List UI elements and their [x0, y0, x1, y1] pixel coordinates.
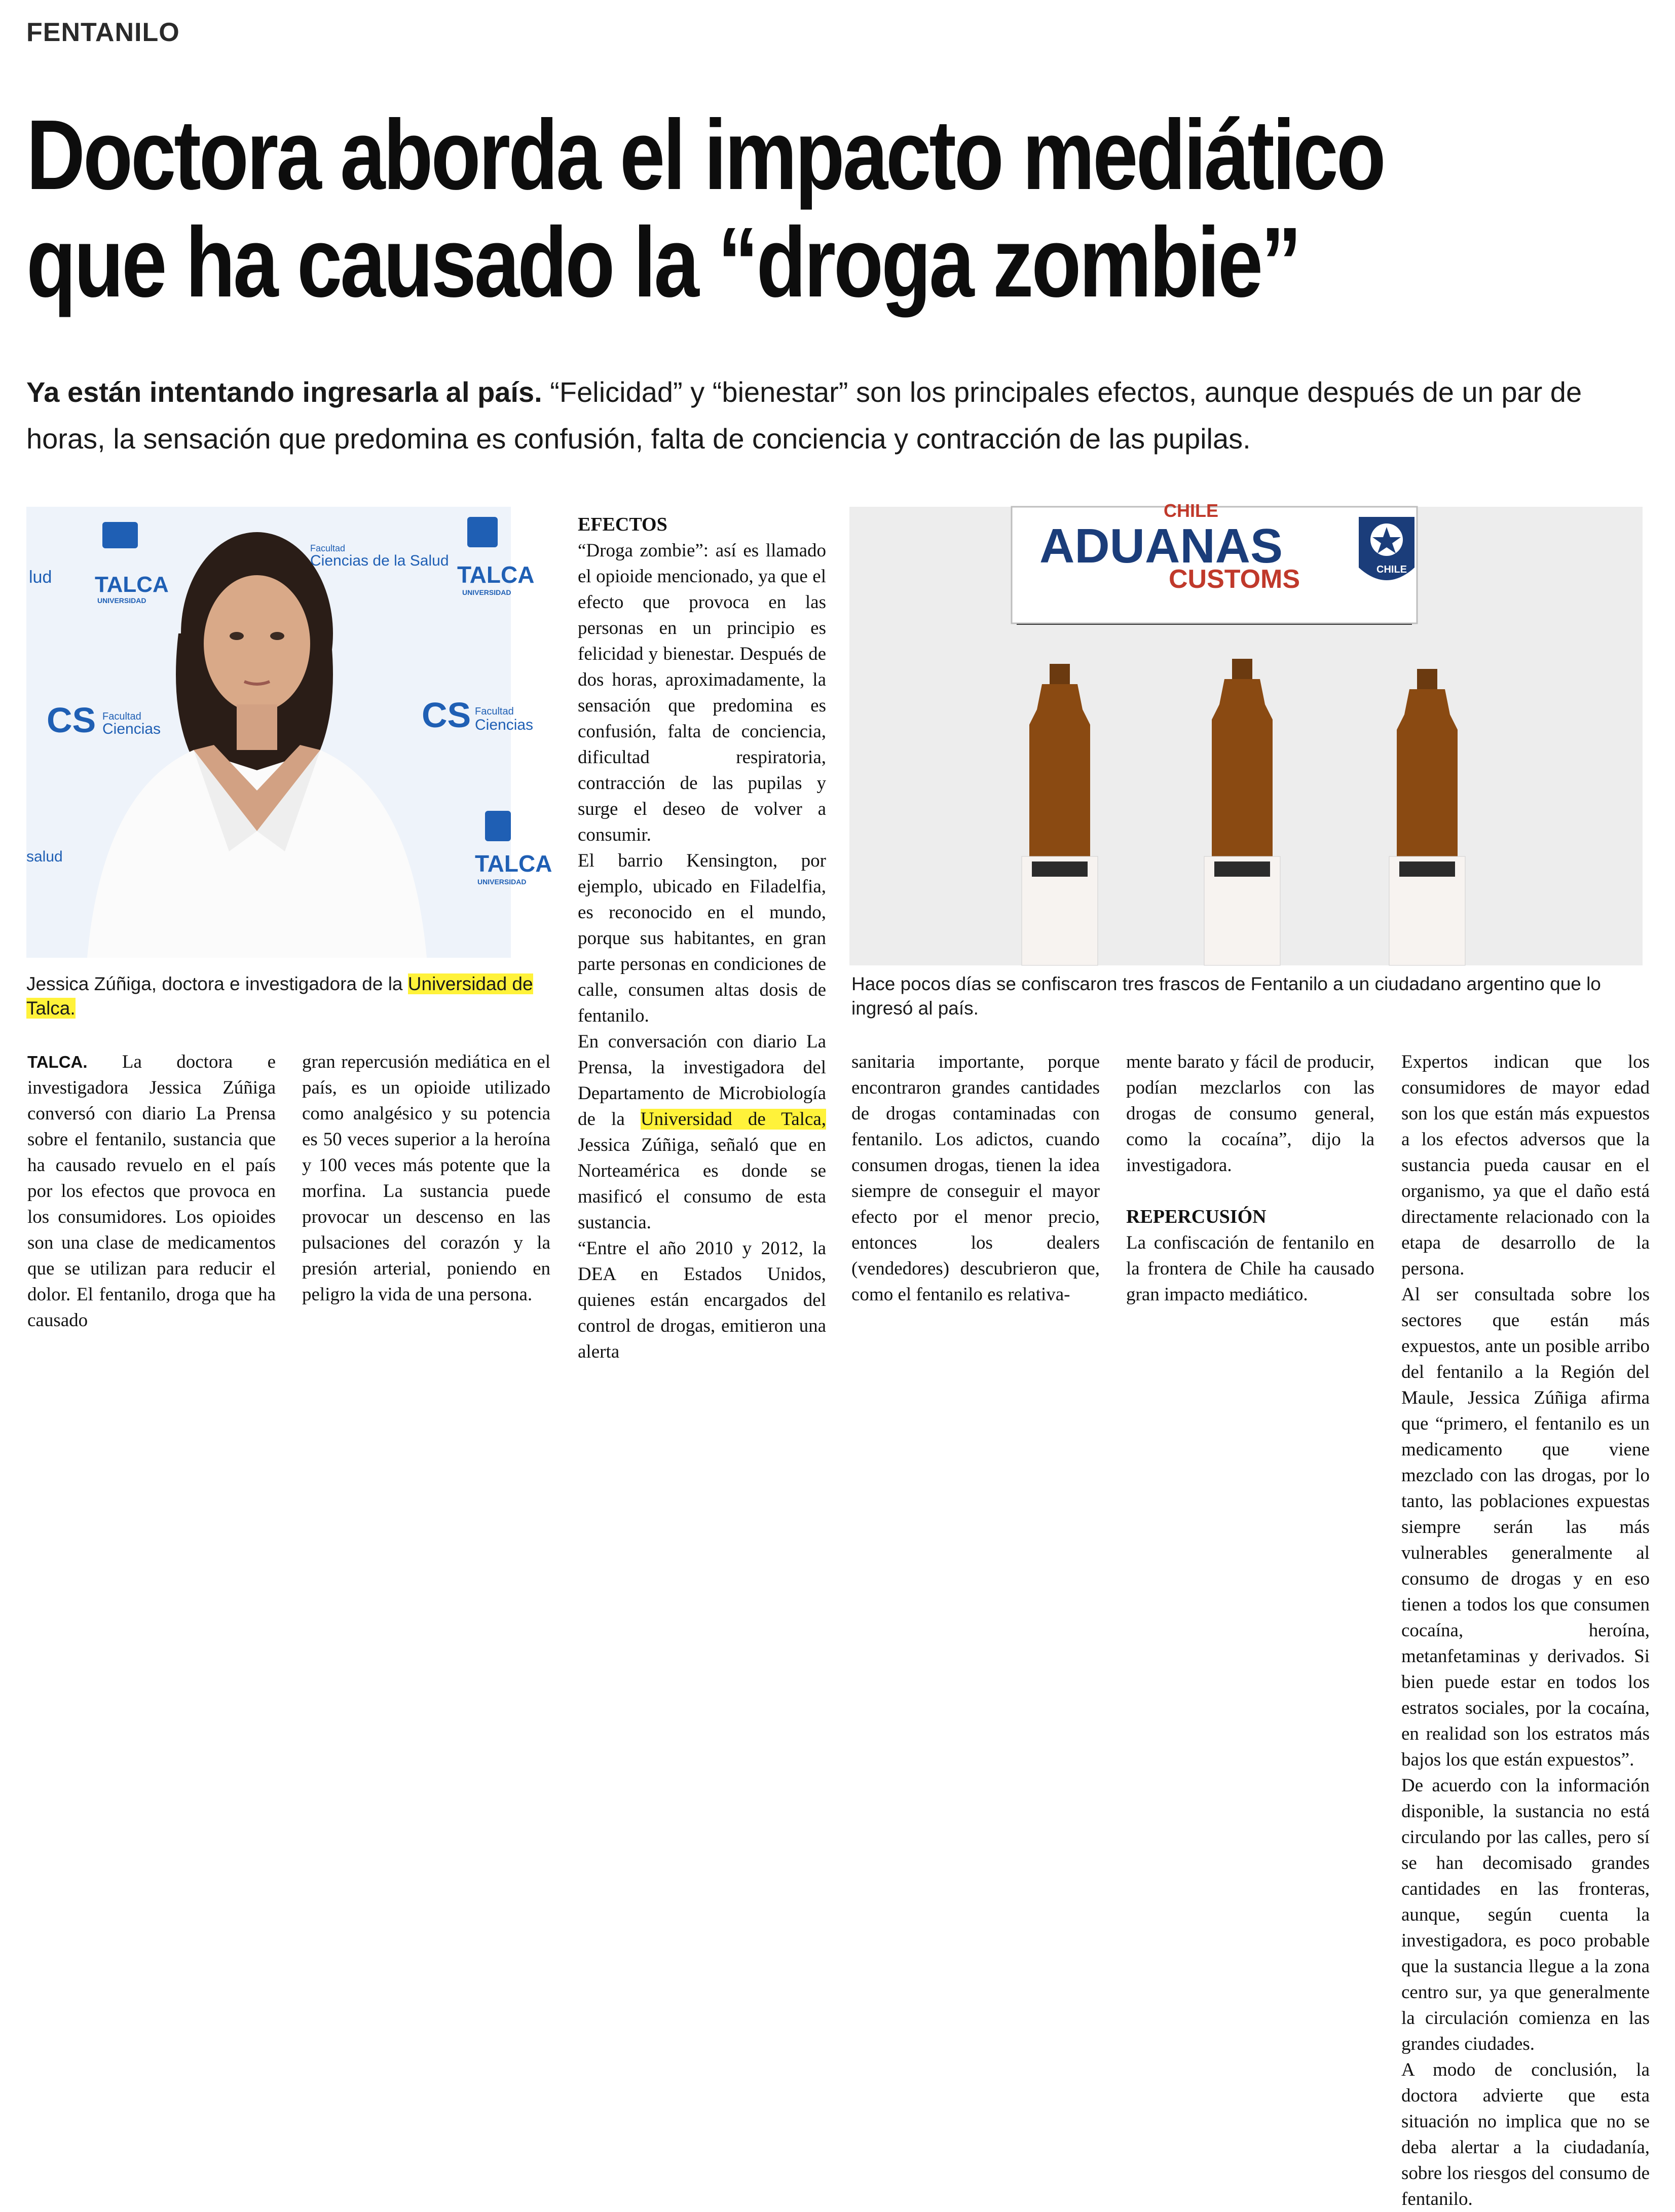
body-column-6 [1401, 1049, 1650, 2212]
deck [26, 369, 1653, 462]
body-column-3 [578, 512, 826, 1365]
body-column-4 [851, 1049, 1100, 1307]
headline-line-1: Doctora aborda el impacto mediático [26, 99, 1384, 210]
body-column-1 [27, 1049, 276, 1333]
deck-lead: Ya están intentando ingresarla al país. [26, 376, 542, 408]
col3-p3-before: En conversación con diario La Prensa, la investigadora del Departamento de Microbiología de la [578, 1031, 826, 1130]
headline-line-2: que ha causado la “droga zombie” [26, 207, 1300, 318]
talca-logo-text-3: TALCA [475, 850, 552, 877]
sign-main-text: ADUANAS [1039, 519, 1283, 573]
sign-sub-text: CUSTOMS [1169, 565, 1300, 594]
cs-faculty-2: Facultad [475, 706, 514, 717]
deck-text: “Felicidad” y “bienestar” son los principales efectos, aunque después de un par de horas, la sensación que predomina es confusión, falta de conciencia y contracción de las pupilas. [26, 376, 1582, 455]
doctor-caption-text: Jessica Zúñiga, doctora e investigadora de la [26, 973, 408, 994]
customs-illustration [849, 500, 1643, 965]
col3-p3-after: Jessica Zúñiga, señaló que en Norteamérica es donde se masificó el consumo de esta sustancia. [578, 1135, 826, 1233]
section-label: FENTANILO [26, 18, 180, 47]
col3-paragraph-2: El barrio Kensington, por ejemplo, ubicado en Filadelfia, es reconocido en el mundo, porque sus habitantes, en gran parte personas en condiciones de calle, consumen altas dosis de fentanilo. [578, 850, 826, 1026]
headline [26, 101, 1672, 316]
customs-badge-icon [1359, 517, 1415, 580]
col3-paragraph-1: “Droga zombie”: así es llamado el opioide mencionado, ya que el efecto que provoca en las personas en un principio es felicidad y bienestar. Después de dos horas, aproximadamente, la sensación que predomina es confusión, falta de conciencia, dificultad respiratoria, contracción de las pupilas y surge el deseo de volver a consumir. [578, 540, 826, 845]
col6-paragraph-3: De acuerdo con la información disponible, la sustancia no está circulando por las calles, pero sí se han decomisado grandes cantidades en las fronteras, aunque, según cuenta la investigadora, es poco probable que la sustancia llegue a la zona centro sur, ya que generalmente la circulación comienza en las grandes ciudades. [1401, 1775, 1650, 2054]
cs-name-2: Ciencias [475, 717, 534, 733]
talca-logo-sub-2: UNIVERSIDAD [462, 588, 511, 596]
dateline: TALCA. [27, 1053, 88, 1071]
col6-paragraph-4: A modo de conclusión, la doctora advierte que esta situación no implica que no se deba alertar a la ciudadanía, sobre los riesgos del consumo de fentanilo. [1401, 2059, 1650, 2209]
backdrop-fragment-2: salud [26, 848, 63, 865]
doctor-photo [26, 507, 552, 958]
backdrop-fragment-1: lud [29, 568, 52, 587]
col3-paragraph-3 [578, 1029, 826, 1235]
talca-logo-text-2: TALCA [457, 561, 535, 588]
subhead-repercusion: REPERCUSIÓN [1126, 1206, 1267, 1227]
badge-text: CHILE [1376, 564, 1407, 575]
customs-caption: Hace pocos días se confiscaron tres frascos de Fentanilo a un ciudadano argentino que lo ingresó al país. [851, 973, 1601, 1019]
faculty-small-text: Facultad [310, 543, 346, 553]
col2-text: gran repercusión mediática en el país, es un opioide utilizado como analgésico y su potencia es 50 veces superior a la heroína y 100 veces más potente que la morfina. La sustancia puede provocar un descenso en las pulsaciones del corazón y la presión arterial, poniendo en peligro la vida de una persona. [302, 1052, 550, 1305]
col3-p3-highlight: Universidad de Talca, [640, 1109, 826, 1130]
col5-paragraph-1: mente barato y fácil de producir, podían mezclarlos con las drogas de consumo general, como la cocaína”, dijo la investigadora. [1126, 1052, 1374, 1176]
col6-paragraph-1: Expertos indican que los consumidores de mayor edad son los que están más expuestos a los efectos adversos que la sustancia pueda causar en el organismo, ya que el daño está directamente relacionado con la etapa de desarrollo de la persona. [1401, 1052, 1650, 1279]
cs-faculty-1: Facultad [102, 711, 141, 722]
talca-logo-icon [102, 522, 138, 548]
talca-logo-sub-3: UNIVERSIDAD [477, 878, 527, 886]
sign-top-text: CHILE [1164, 500, 1218, 521]
talca-logo-text-1: TALCA [95, 572, 169, 597]
doctor-illustration [26, 507, 552, 958]
doctor-caption-highlight: Universidad de Talca. [26, 973, 533, 1019]
col3-paragraph-4: “Entre el año 2010 y 2012, la DEA en Estados Unidos, quienes están encargados del control de drogas, emitieron una alerta [578, 1238, 826, 1362]
talca-logo-icon-2 [467, 517, 498, 547]
col4-text: sanitaria importante, porque encontraron grandes cantidades de drogas contaminadas con fentanilo. Los adictos, cuando consumen drogas, tienen la idea siempre de conseguir el mayor efecto por el menor precio, entonces los dealers (vendedores) descubrieron que, como el fentanilo es relativa- [851, 1052, 1100, 1305]
col5-paragraph-2: La confiscación de fentanilo en la frontera de Chile ha causado gran impacto mediático. [1126, 1232, 1374, 1305]
talca-logo-icon-3 [485, 811, 511, 841]
subhead-efectos: EFECTOS [578, 514, 667, 535]
col6-paragraph-2: Al ser consultada sobre los sectores que están más expuestos, ante un posible arribo del fentanilo a la Región del Maule, Jessica Zúñiga afirma que “primero, el fentanilo es un medicamento que viene mezclado con las drogas, por lo tanto, las poblaciones expuestas siempre serán las más vulnerables generalmente al consumo de drogas y en eso tienen a todos los que consumen cocaína, heroína, metanfetaminas y derivados. Si bien puede estar en todos los estratos sociales, por la cocaína, en realidad son los estratos más bajos los que están expuestos”. [1401, 1284, 1650, 1770]
body-column-2 [302, 1049, 550, 1307]
col1-text: La doctora e investigadora Jessica Zúñiga conversó con diario La Prensa sobre el fentanilo, sustancia que ha causado revuelo en el país por los efectos que provoca en los consumidores. Los opioides son una clase de medicamentos que se utilizan para reducir el dolor. El fentanilo, droga que ha causado [27, 1052, 276, 1331]
doctor-caption [26, 972, 584, 1021]
talca-logo-sub-1: UNIVERSIDAD [97, 596, 146, 605]
body-column-5 [1126, 1049, 1374, 1307]
customs-photo [849, 500, 1643, 965]
cs-mark-2: CS [422, 695, 471, 735]
faculty-name-text: Ciencias de la Salud [310, 552, 449, 569]
cs-mark-1: CS [47, 700, 96, 740]
cs-name-1: Ciencias [102, 721, 161, 737]
